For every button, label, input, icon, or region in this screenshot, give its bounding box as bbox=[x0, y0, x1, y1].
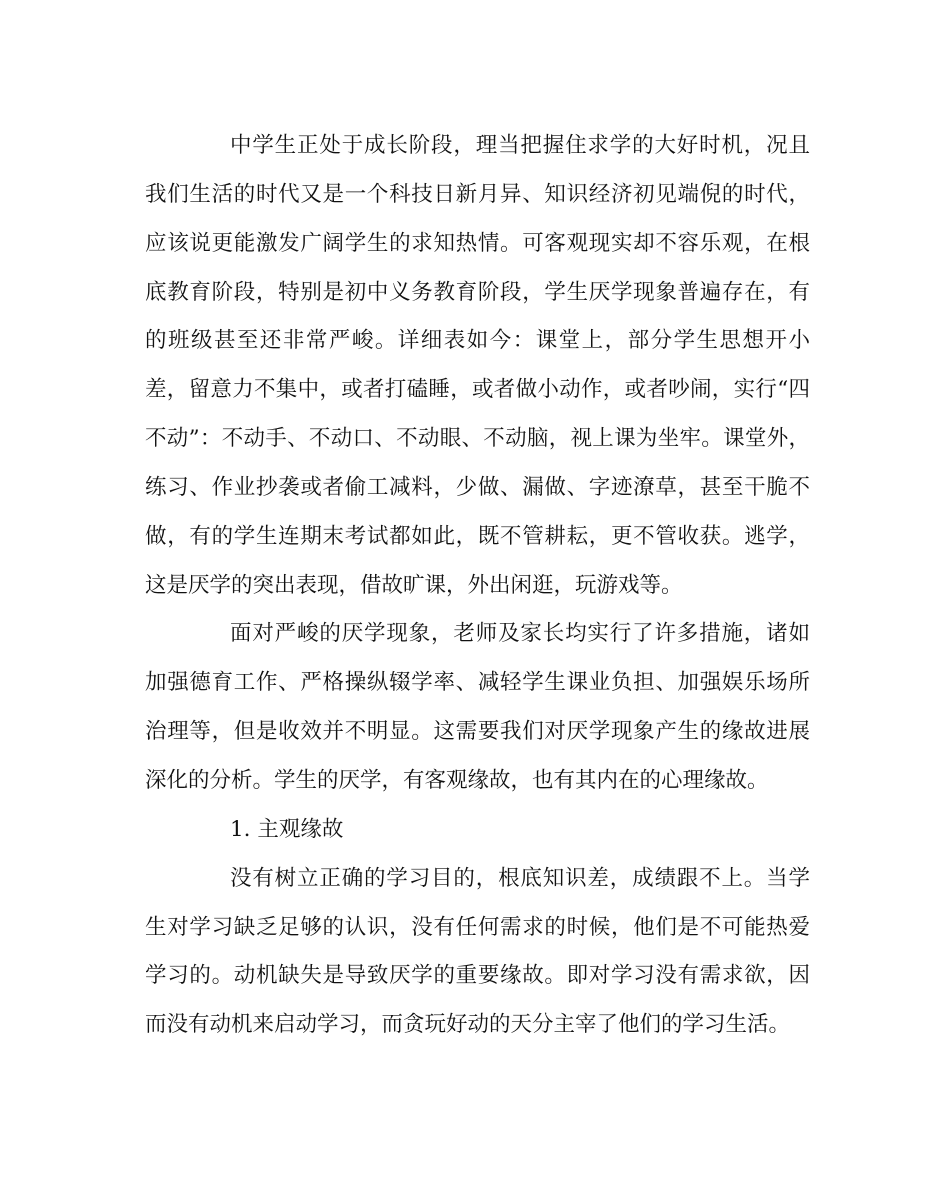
text-line: 差，留意力不集中，或者打磕睡，或者做小动作，或者吵闹，实行“四 bbox=[145, 377, 810, 403]
text-line: 应该说更能激发广阔学生的求知热情。可客观现实却不容乐观，在根 bbox=[145, 230, 810, 256]
text-line: 的班级甚至还非常严峻。详细表如今：课堂上，部分学生思想开小 bbox=[145, 328, 810, 354]
text-line: 深化的分析。学生的厌学，有客观缘故，也有其内在的心理缘故。 bbox=[145, 767, 769, 793]
text-line: 不动”：不动手、不动口、不动眼、不动脑，视上课为坐牢。课堂外， bbox=[145, 426, 810, 452]
text-line: 治理等，但是收效并不明显。这需要我们对厌学现象产生的缘故进展 bbox=[145, 719, 810, 745]
text-line: 我们生活的时代又是一个科技日新月异、知识经济初见端倪的时代， bbox=[145, 181, 810, 207]
text-line: 练习、作业抄袭或者偷工减料，少做、漏做、字迹潦草，甚至干脆不 bbox=[145, 474, 810, 500]
document-body bbox=[145, 122, 810, 1050]
text-line: 加强德育工作、严格操纵辍学率、减轻学生课业负担、加强娱乐场所 bbox=[145, 670, 810, 696]
text-line: 面对严峻的厌学现象，老师及家长均实行了许多措施，诸如 bbox=[230, 621, 810, 647]
text-line: 而没有动机来启动学习，而贪玩好动的天分主宰了他们的学习生活。 bbox=[145, 1012, 791, 1038]
text-line: 这是厌学的突出表现，借故旷课，外出闲逛，玩游戏等。 bbox=[145, 572, 683, 598]
heading-text: 1. 主观缘故 bbox=[230, 816, 344, 842]
paragraph-2 bbox=[145, 610, 810, 805]
text-line: 生对学习缺乏足够的认识，没有任何需求的时候，他们是不可能热爱 bbox=[145, 914, 810, 940]
text-line: 做，有的学生连期末考试都如此，既不管耕耘，更不管收获。逃学， bbox=[145, 523, 810, 549]
text-line: 底教育阶段，特别是初中义务教育阶段，学生厌学现象普遍存在，有 bbox=[145, 279, 810, 305]
text-line: 没有树立正确的学习目的，根底知识差，成绩跟不上。当学 bbox=[230, 865, 810, 891]
text-line: 学习的。动机缺失是导致厌学的重要缘故。即对学习没有需求欲，因 bbox=[145, 963, 810, 989]
text-line: 中学生正处于成长阶段，理当把握住求学的大好时机，况且 bbox=[230, 133, 810, 158]
paragraph-1 bbox=[145, 122, 810, 610]
section-heading bbox=[145, 806, 810, 855]
paragraph-3 bbox=[145, 855, 810, 1050]
